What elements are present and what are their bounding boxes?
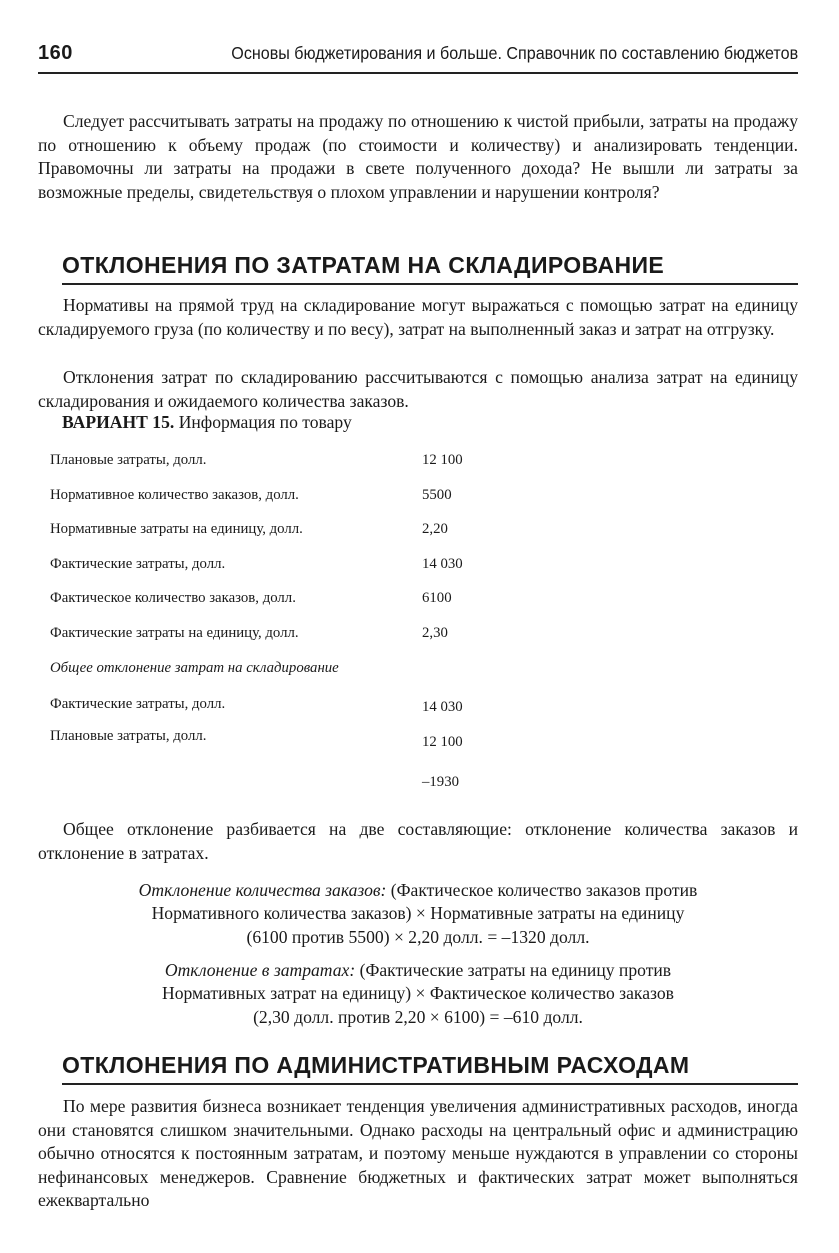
formula-line: Нормативных затрат на единицу) × Фактическое количество заказов [162,983,674,1004]
table-subheading: Общее отклонение затрат на складирование [50,660,339,676]
row-label: Фактические затраты, долл. [50,556,226,572]
row-value: 14 030 [422,699,463,715]
row-label: Фактическое количество заказов, долл. [50,590,296,606]
running-title: Основы бюджетирования и больше. Справочник по составлению бюджетов [231,43,798,63]
formula-text: (Фактическое количество заказов против [390,880,698,900]
formula-order-quantity [38,879,798,949]
row-value: 12 100 [422,734,463,750]
total-value: –1930 [422,774,459,790]
row-value: 2,30 [422,625,448,641]
row-value: 2,20 [422,521,448,537]
storage-paragraph-1: Нормативы на прямой труд на складирование могут выражаться с помощью затрат на единицу складируемого груза (по количеству и по весу), затрат на выполненный заказ и затрат на отгрузку. [38,295,798,339]
row-value: 12 100 [422,452,463,468]
row-value: 6100 [422,590,452,606]
intro-paragraph: Следует рассчитывать затраты на продажу по отношению к чистой прибыли, затраты на продажу по отношению к объему продаж (по стоимости и количеству) и анализировать тенденции. Правомочны ли затраты на продажи в свете полученного дохода? Не вышли ли затраты за возможные пределы, свидетельствуя о плохом управлении и нарушении контроля? [38,111,798,202]
variant-caption [62,412,352,433]
variant-text: Информация по товару [178,412,352,432]
admin-paragraph: По мере развития бизнеса возникает тенденция увеличения административных расходов, иногда они становятся слишком значительными. Однако расходы на центральный офис и администрацию обычно относятся к постоянным затратам, и поэтому меньше нуждаются в управлении со стороны нефинансовых менеджеров. Сравнение бюджетных и фактических затрат может выполняться ежеквартально [38,1096,798,1211]
table-row [50,728,530,752]
storage-paragraph-2: Отклонения затрат по складированию рассчитываются с помощью анализа затрат на единицу складирования и ожидаемого количества заказов. [38,367,798,411]
page-number: 160 [38,42,73,64]
table-row [50,696,530,720]
formula-term: Отклонение количества заказов: [138,880,387,900]
formula-line: (2,30 долл. против 2,20 × 6100) = –610 долл. [253,1006,583,1027]
row-label: Плановые затраты, долл. [50,728,207,744]
formula-line: (6100 против 5500) × 2,20 долл. = –1320 долл. [246,926,590,947]
breakdown-paragraph: Общее отклонение разбивается на две составляющие: отклонение количества заказов и отклонение в затратах. [38,819,798,863]
formula-line [38,879,798,902]
formula-text: (Фактические затраты на единицу против [359,960,672,980]
row-value: 5500 [422,487,452,503]
table-row [50,590,530,614]
formula-term: Отклонение в затратах: [164,960,356,980]
row-label: Плановые затраты, долл. [50,452,207,468]
formula-line [38,959,798,982]
section-heading-admin: ОТКЛОНЕНИЯ ПО АДМИНИСТРАТИВНЫМ РАСХОДАМ [62,1052,798,1085]
table-row [50,487,530,511]
table-row [50,521,530,545]
row-value: 14 030 [422,556,463,572]
formula-cost [38,959,798,1029]
formula-line: Нормативного количества заказов) × Нормативные затраты на единицу [151,903,685,924]
variant-label: ВАРИАНТ 15. [62,412,175,432]
table-total-row [50,774,530,798]
section-heading-storage: ОТКЛОНЕНИЯ ПО ЗАТРАТАМ НА СКЛАДИРОВАНИЕ [62,252,798,285]
row-label: Нормативное количество заказов, долл. [50,487,299,503]
table-row [50,452,530,476]
table-row [50,625,530,649]
table-row [50,556,530,580]
row-label: Фактические затраты, долл. [50,696,226,712]
page-header [38,38,798,74]
table-subheading-row [50,660,530,684]
row-label: Фактические затраты на единицу, долл. [50,625,299,641]
row-label: Нормативные затраты на единицу, долл. [50,521,303,537]
